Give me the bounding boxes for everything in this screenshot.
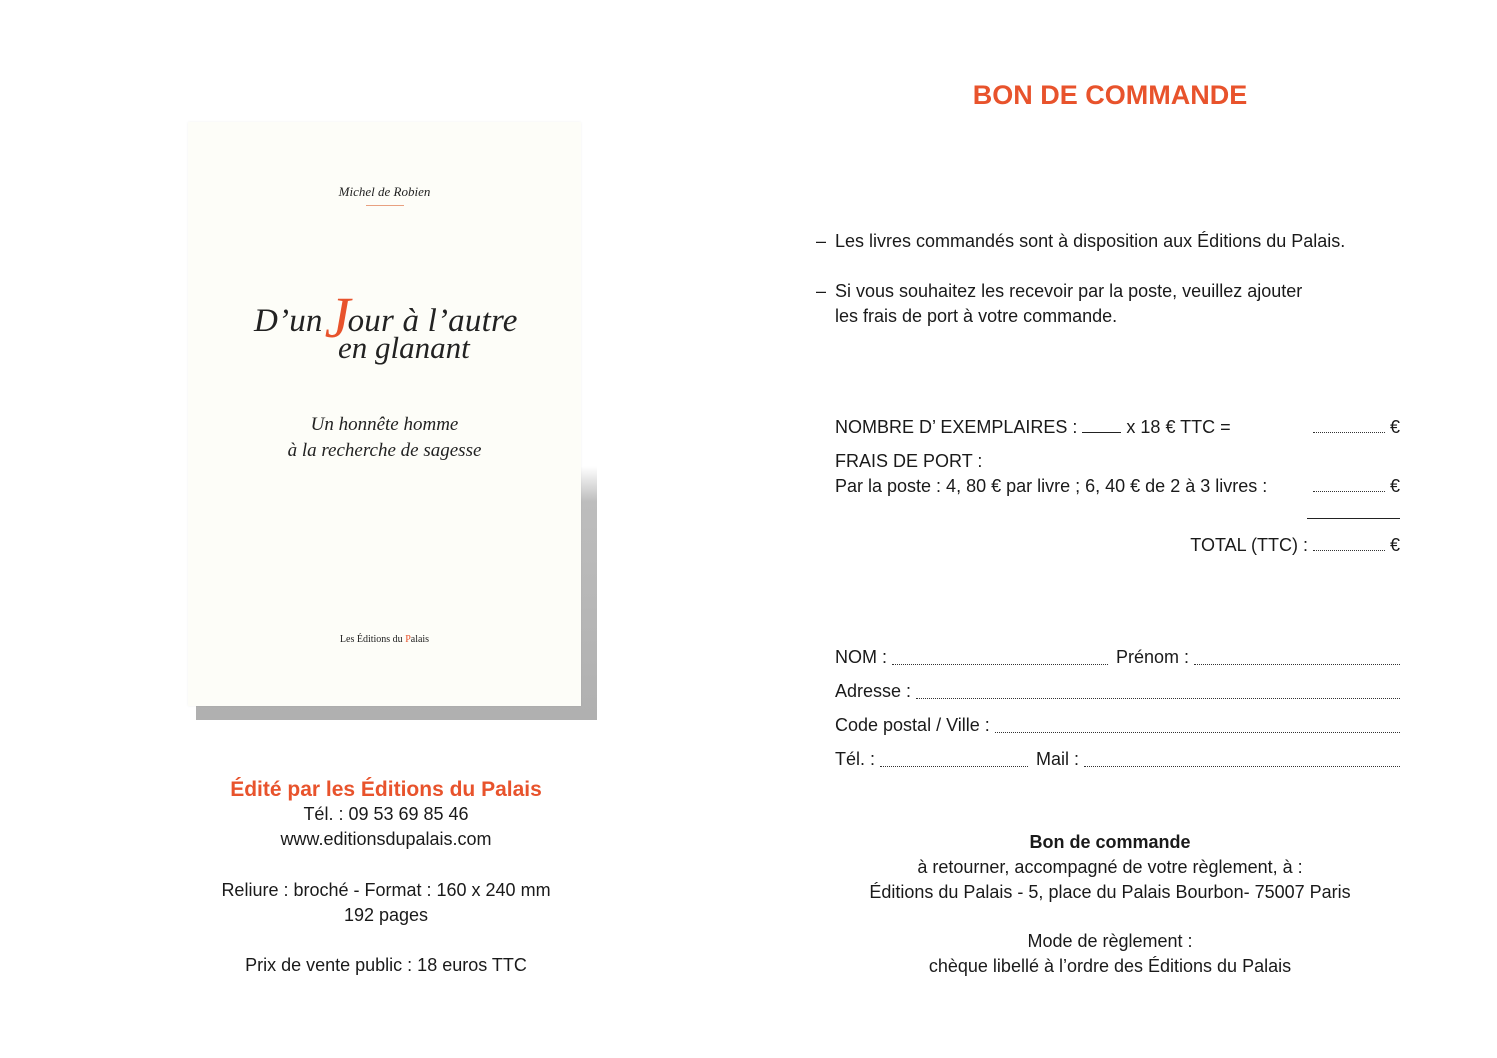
publisher-phone: Tél. : 09 53 69 85 46 bbox=[303, 804, 469, 824]
cover-author: Michel de Robien bbox=[338, 184, 431, 199]
currency-symbol: € bbox=[1389, 476, 1400, 496]
firstname-input[interactable] bbox=[1194, 650, 1400, 665]
postal-city-row bbox=[835, 713, 1400, 738]
binding-format: Reliure : broché - Format : 160 x 240 mm bbox=[221, 880, 551, 900]
payment-detail: chèque libellé à l’ordre des Éditions du Palais bbox=[928, 956, 1292, 976]
book-price: Prix de vente public : 18 euros TTC bbox=[245, 955, 527, 975]
shipping-detail: Par la poste : 4, 80 € par livre ; 6, 40 € de 2 à 3 livres : bbox=[835, 476, 1268, 496]
address-row bbox=[835, 679, 1400, 704]
publisher-accent-letter: P bbox=[405, 634, 411, 645]
total-row bbox=[1190, 533, 1400, 558]
copies-label: NOMBRE D’ EXEMPLAIRES : bbox=[835, 417, 1078, 437]
copies-unit-price: x 18 € TTC = bbox=[1126, 417, 1231, 437]
note-dash: – bbox=[816, 231, 827, 251]
edited-by: Édité par les Éditions du Palais bbox=[230, 778, 542, 801]
note2-line2: les frais de port à votre commande. bbox=[835, 306, 1118, 326]
book-specs bbox=[186, 878, 586, 928]
payment-info bbox=[810, 929, 1410, 979]
phone-input[interactable] bbox=[880, 752, 1028, 767]
footer-heading: Bon de commande bbox=[1029, 832, 1191, 852]
page-count: 192 pages bbox=[343, 905, 429, 925]
address-label: Adresse : bbox=[835, 681, 912, 701]
phone-label: Tél. : bbox=[835, 749, 876, 769]
note-dash: – bbox=[816, 281, 827, 301]
shipping-label: FRAIS DE PORT : bbox=[835, 451, 983, 471]
order-note-1 bbox=[816, 229, 1345, 254]
currency-symbol: € bbox=[1389, 417, 1400, 437]
title-prefix: D’un bbox=[254, 303, 323, 339]
author-divider bbox=[366, 205, 404, 206]
currency-symbol: € bbox=[1389, 535, 1400, 555]
name-input[interactable] bbox=[892, 650, 1108, 665]
name-label: NOM : bbox=[835, 647, 887, 667]
order-form-title: BON DE COMMANDE bbox=[972, 80, 1248, 110]
copies-amount bbox=[1313, 415, 1400, 440]
cover-publisher bbox=[188, 634, 581, 645]
copies-amount-field[interactable] bbox=[1313, 418, 1385, 433]
total-label: TOTAL (TTC) : bbox=[1190, 535, 1308, 555]
mail-input[interactable] bbox=[1084, 752, 1400, 767]
publisher-contact bbox=[186, 777, 586, 852]
publisher-prefix: Les Éditions du bbox=[339, 634, 403, 645]
sum-separator bbox=[1307, 518, 1400, 519]
return-instructions bbox=[810, 830, 1410, 905]
note1-text: Les livres commandés sont à disposition aux Éditions du Palais. bbox=[835, 231, 1346, 251]
mail-label: Mail : bbox=[1036, 749, 1080, 769]
title-suffix: our à l’autre bbox=[347, 303, 518, 339]
name-row bbox=[835, 645, 1400, 670]
order-note-2 bbox=[816, 279, 1302, 329]
copies-row bbox=[835, 415, 1231, 440]
shipping-amount-field[interactable] bbox=[1313, 477, 1385, 492]
subtitle-line1: Un honnête homme bbox=[310, 414, 459, 435]
subtitle-line2: à la recherche de sagesse bbox=[287, 440, 482, 461]
return-text: à retourner, accompagné de votre règlement, à : bbox=[917, 857, 1303, 877]
note2-line1: Si vous souhaitez les recevoir par la poste, veuillez ajouter bbox=[835, 281, 1303, 301]
publisher-suffix: alais bbox=[410, 634, 430, 645]
shipping-amount bbox=[1313, 474, 1400, 499]
postal-city-input[interactable] bbox=[995, 718, 1400, 733]
return-address: Éditions du Palais - 5, place du Palais Bourbon- 75007 Paris bbox=[869, 882, 1351, 902]
postal-city-label: Code postal / Ville : bbox=[835, 715, 990, 735]
cover-title-line2: en glanant bbox=[338, 330, 470, 365]
book-cover bbox=[188, 122, 581, 706]
contact-row bbox=[835, 747, 1400, 772]
payment-heading: Mode de règlement : bbox=[1027, 931, 1193, 951]
firstname-label: Prénom : bbox=[1116, 647, 1190, 667]
address-input[interactable] bbox=[916, 684, 1400, 699]
total-amount-field[interactable] bbox=[1313, 536, 1385, 551]
cover-subtitle bbox=[188, 412, 581, 464]
publisher-website[interactable]: www.editionsdupalais.com bbox=[280, 829, 492, 849]
title-drop-letter: J bbox=[324, 285, 351, 350]
copies-input[interactable] bbox=[1082, 418, 1121, 433]
